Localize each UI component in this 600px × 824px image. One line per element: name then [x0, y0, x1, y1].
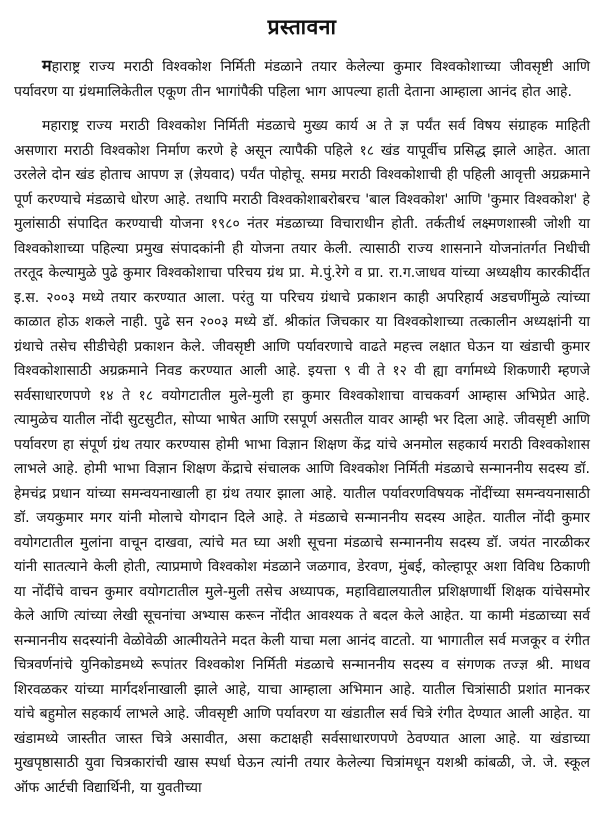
intro-first-letter: म	[42, 56, 52, 75]
body-paragraph: महाराष्ट्र राज्य मराठी विश्वकोश निर्मिती मंडळाचे मुख्य कार्य अ ते ज्ञ पर्यंत सर्व विषय संग्राहक माहिती असणारा मराठी विश्वकोश निर्माण करणे हे असून त्यापैकी पहिले १८ खंड यापूर्वीच प्रसिद्ध झाले आहेत. आता उरलेले दोन खंड होताच आपण ज्ञ (ज्ञेयवाद) पर्यंत पोहोचू. समग्र मराठी विश्वकोशाची ही पहिली आवृत्ती अग्रक्रमाने पूर्ण करण्याचे मंडळाचे धोरण आहे. तथापि मराठी विश्वकोशाबरोबरच 'बाल विश्वकोश' आणि 'कुमार विश्वकोश' हे मुलांसाठी संपादित करण्याची योजना १९८० नंतर मंडळाच्या विचाराधीन होती. तर्कतीर्थ लक्ष्मणशास्त्री जोशी या विश्वकोशाच्या पहिल्या प्रमुख संपादकांनी ही योजना तयार केली. त्यासाठी राज्य शासनाने योजनांतर्गत निधीची तरतूद केल्यामुळे पुढे कुमार विश्वकोशाचा परिचय ग्रंथ प्रा. मे.पुं.रेगे व प्रा. रा.ग.जाधव यांच्या अध्यक्षीय कारकीर्दीत इ.स. २००३ मध्ये तयार करण्यात आला. परंतु या परिचय ग्रंथाचे प्रकाशन काही अपरिहार्य अडचणींमुळे त्यांच्या काळात होऊ शकले नाही. पुढे सन २००३ मध्ये डॉ. श्रीकांत जिचकार या विश्वकोशाच्या तत्कालीन अध्यक्षांनी या ग्रंथाचे तसेच सीडीचेही प्रकाशन केले. जीवसृष्टी आणि पर्यावरणाचे वाढते महत्त्व लक्षात घेऊन या खंडाची कुमार विश्वकोशासाठी अग्रक्रमाने निवड करण्यात आली आहे. इयत्ता ९ वी ते १२ वी ह्या वर्गामध्ये शिकणारी म्हणजे सर्वसाधारणपणे १४ ते १८ वयोगटातील मुले-मुली हा कुमार विश्वकोशाचा वाचकवर्ग आम्हास अभिप्रेत आहे. त्यामुळेच यातील नोंदी सुटसुटीत, सोप्या भाषेत आणि रसपूर्ण असतील यावर आम्ही भर दिला आहे. जीवसृष्टी आणि पर्यावरण हा संपूर्ण ग्रंथ तयार करण्यास होमी भाभा विज्ञान शिक्षण केंद्र यांचे अनमोल सहकार्य मराठी विश्वकोशास लाभले आहे. होमी भाभा विज्ञान शिक्षण केंद्राचे संचालक आणि विश्वकोश निर्मिती मंडळाचे सन्माननीय सदस्य डॉ. हेमचंद्र प्रधान यांच्या समन्वयनाखाली हा ग्रंथ तयार झाला आहे. यातील पर्यावरणविषयक नोंदींच्या समन्वयनासाठी डॉ. जयकुमार मगर यांनी मोलाचे योगदान दिले आहे. ते मंडळाचे सन्माननीय सदस्य आहेत. यातील नोंदी कुमार वयोगटातील मुलांना वाचून दाखवा, त्यांचे मत घ्या अशी सूचना मंडळाचे सन्माननीय सदस्य डॉ. जयंत नारळीकर यांनी सातत्याने केली होती, त्याप्रमाणे विश्वकोश मंडळाने जळगाव, डेरवण, मुंबई, कोल्हापूर अशा विविध ठिकाणी या नोंदींचे वाचन कुमार वयोगटातील मुले-मुली तसेच अध्यापक, महाविद्यालयातील प्रशिक्षणार्थी शिक्षक यांचेसमोर केले आणि त्यांच्या लेखी सूचनांचा अभ्यास करून नोंदीत आवश्यक ते बदल केले आहेत. या कामी मंडळाच्या सर्व सन्माननीय सदस्यांनी वेळोवेळी आत्मीयतेने मदत केली याचा मला आनंद वाटतो. या भागातील सर्व मजकूर व रंगीत चित्रवर्णनांचे युनिकोडमध्ये रूपांतर विश्वकोश निर्मिती मंडळाचे सन्माननीय सदस्य व संगणक तज्ज्ञ श्री. माधव शिरवळकर यांच्या मार्गदर्शनाखाली झाले आहे, याचा आम्हाला अभिमान आहे. यातील चित्रांसाठी प्रशांत मानकर यांचे बहुमोल सहकार्य लाभले आहे. जीवसृष्टी आणि पर्यावरण या खंडातील सर्व चित्रे रंगीत देण्यात आली आहेत. या खंडामध्ये जास्तीत जास्त चित्रे असावीत, असा कटाक्षही सर्वसाधारणपणे ठेवण्यात आला आहे. या खंडाच्या मुखपृष्ठासाठी युवा चित्रकारांची खास स्पर्धा घेऊन त्यांनी तयार केलेल्या चित्रांमधून यशश्री कांबळी, जे. जे. स्कूल ऑफ आर्टची विद्यार्थिनी, या युवतीच्या	[14, 118, 590, 796]
intro-text: हाराष्ट्र राज्य मराठी विश्वकोश निर्मिती मंडळाने तयार केलेल्या कुमार विश्वकोशाच्या जीवसृष्टी आणि पर्यावरण या ग्रंथमालिकेतील एकूण तीन भागांपैकी पहिला भाग आपल्या हाती देताना आम्हाला आनंद होत आहे.	[14, 59, 590, 100]
intro-paragraph	[14, 54, 590, 104]
page-title: प्रस्तावना	[267, 15, 337, 39]
